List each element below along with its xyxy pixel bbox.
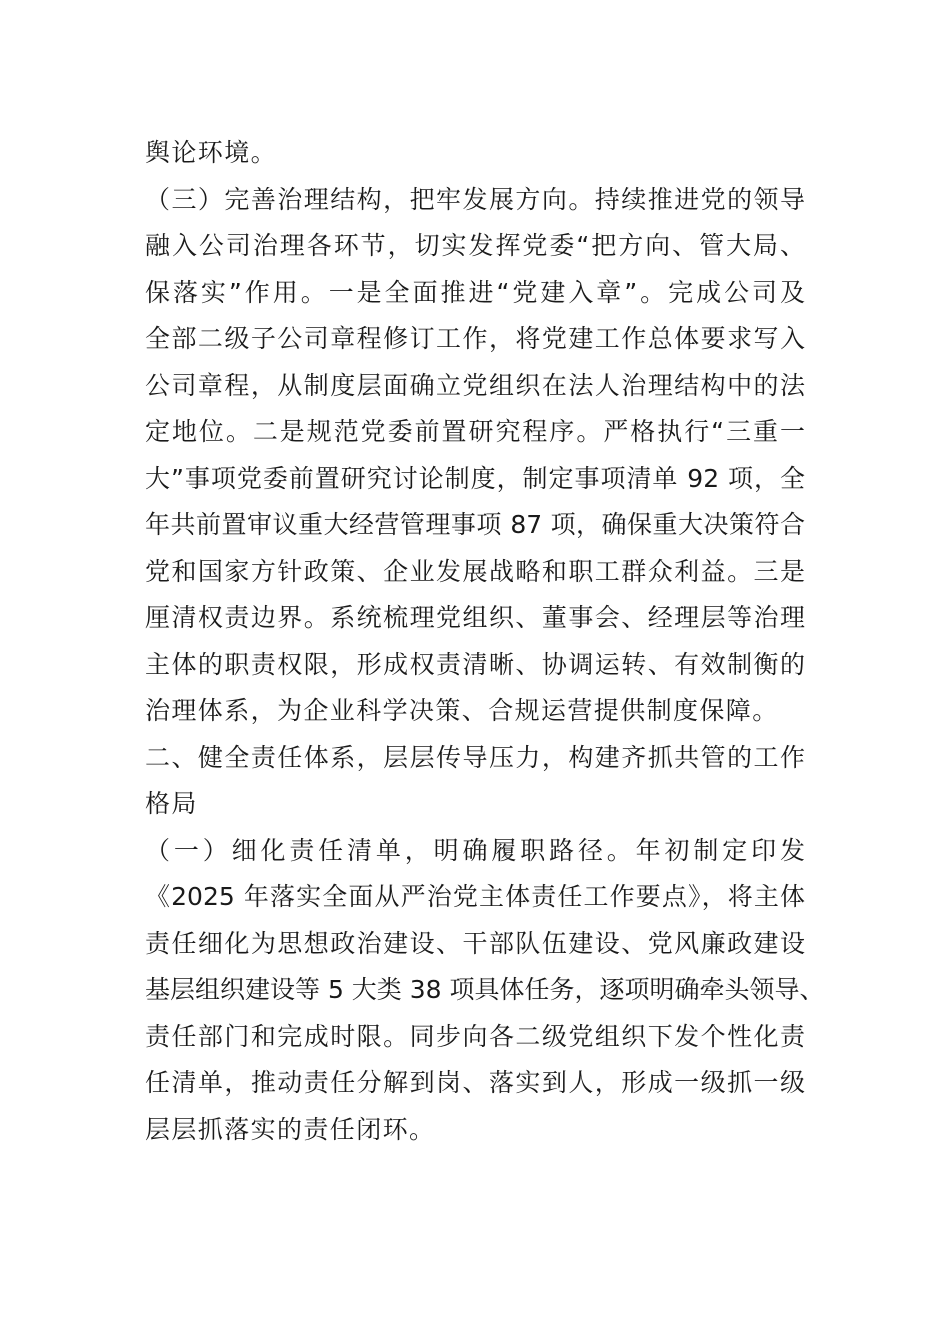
paragraph-line: 层层抓落实的责任闭环。 [145, 1115, 436, 1144]
paragraph-line: 任清单，推动责任分解到岗、落实到人，形成一级抓一级 [145, 1068, 805, 1097]
paragraph-line: 责任细化为思想政治建设、干部队伍建设、党风廉政建设 [145, 929, 805, 958]
paragraph-line: 融入公司治理各环节，切实发挥党委“把方向、管大局、 [145, 231, 805, 260]
subheading-line: （三）完善治理结构，把牢发展方向。持续推进党的领导 [145, 185, 805, 214]
paragraph-line: 厘清权责边界。系统梳理党组织、董事会、经理层等治理 [145, 603, 805, 632]
paragraph-line: 治理体系，为企业科学决策、合规运营提供制度保障。 [145, 696, 779, 725]
paragraph-line: 《2025 年落实全面从严治党主体责任工作要点》，将主体 [145, 882, 805, 911]
paragraph-line: 年共前置审议重大经营管理事项 87 项，确保重大决策符合 [145, 510, 805, 539]
paragraph-line: 基层组织建设等 5 大类 38 项具体任务，逐项明确牵头领导、 [145, 975, 825, 1004]
paragraph-line: 公司章程，从制度层面确立党组织在法人治理结构中的法 [145, 371, 805, 400]
paragraph-line: 舆论环境。 [145, 138, 278, 167]
paragraph-line: 大”事项党委前置研究讨论制度，制定事项清单 92 项，全 [145, 464, 805, 493]
paragraph-line: 党和国家方针政策、企业发展战略和职工群众利益。三是 [145, 557, 805, 586]
paragraph-line: 主体的职责权限，形成权责清晰、协调运转、有效制衡的 [145, 650, 805, 679]
paragraph-line: 全部二级子公司章程修订工作，将党建工作总体要求写入 [145, 324, 805, 353]
paragraph-line: 保落实”作用。一是全面推进“党建入章”。完成公司及 [145, 278, 805, 307]
subheading-line: （一）细化责任清单，明确履职路径。年初制定印发 [145, 836, 805, 865]
paragraph-line: 定地位。二是规范党委前置研究程序。严格执行“三重一 [145, 417, 805, 446]
paragraph-line: 责任部门和完成时限。同步向各二级党组织下发个性化责 [145, 1022, 805, 1051]
section-heading-line: 格局 [145, 789, 198, 818]
section-heading-line: 二、健全责任体系，层层传导压力，构建齐抓共管的工作 [145, 743, 805, 772]
